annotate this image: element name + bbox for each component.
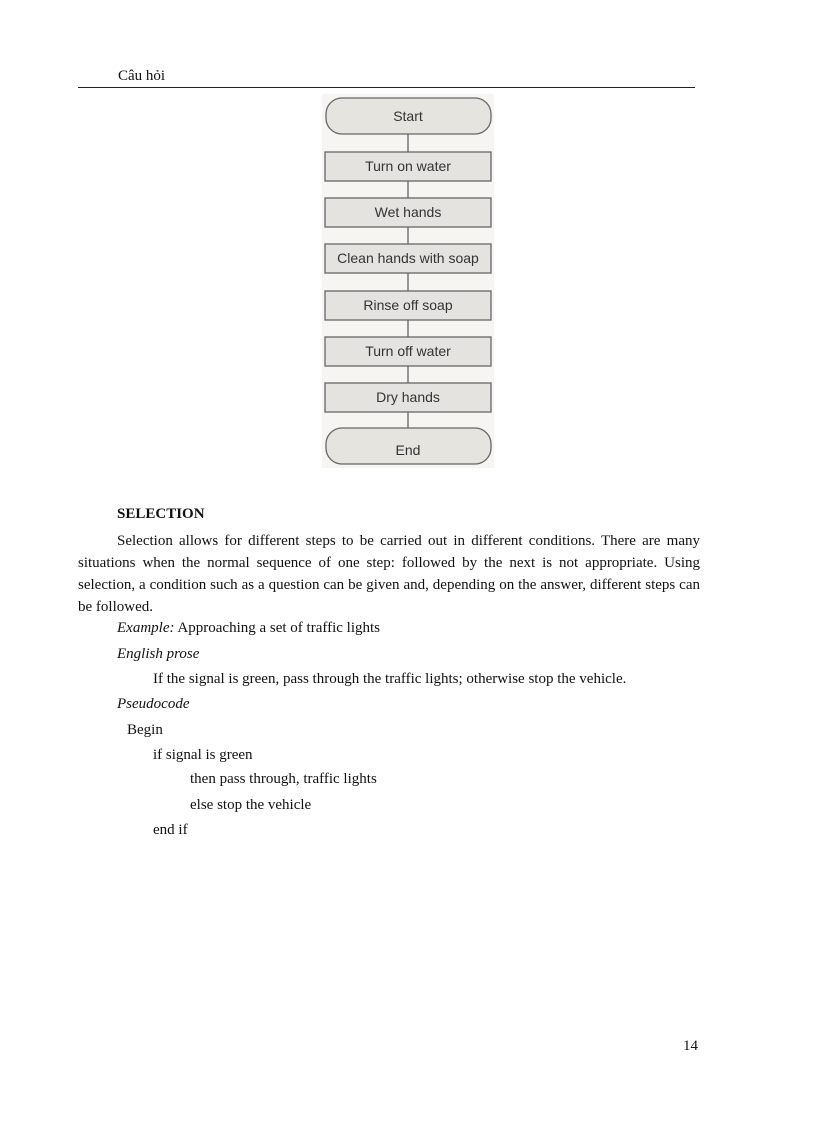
flow-step-label: Turn on water: [365, 158, 451, 174]
flow-step-label: Dry hands: [376, 389, 440, 405]
handwashing-flowchart: [322, 94, 494, 468]
section-heading: SELECTION: [117, 506, 205, 522]
example-text: Approaching a set of traffic lights: [177, 620, 381, 636]
flow-step: [325, 244, 491, 273]
flow-step-label: Wet hands: [374, 204, 442, 220]
flow-step-label: Turn off water: [365, 343, 451, 359]
example-label: Example:: [117, 620, 175, 636]
flow-step: [325, 291, 491, 320]
flow-step-label: Clean hands with soap: [337, 250, 479, 266]
flow-start-label: Start: [393, 108, 423, 124]
english-prose-label: English prose: [117, 646, 200, 662]
pseudocode-endif: end if: [153, 822, 188, 838]
flow-end: [326, 428, 491, 464]
flow-start: [326, 98, 491, 134]
pseudocode-then: then pass through, traffic lights: [190, 771, 377, 787]
pseudocode-begin: Begin: [127, 722, 163, 738]
flow-end-label: End: [395, 442, 421, 458]
page-number: 14: [683, 1038, 698, 1054]
flow-step-label: Rinse off soap: [363, 297, 453, 313]
pseudocode-if: if signal is green: [153, 747, 253, 763]
flow-step: [325, 383, 491, 412]
pseudocode-label: Pseudocode: [117, 696, 190, 712]
flow-step: [325, 198, 491, 227]
selection-paragraph: Selection allows for different steps to be carried out in different conditions. There are many situations when the normal sequence of one step: followed by the next is not appropriate. Using selection, a condition such as a question can be given and, depending on the answer, different steps can be followed.: [78, 533, 700, 615]
pseudocode-else: else stop the vehicle: [190, 797, 312, 813]
flow-step: [325, 152, 491, 181]
page-header: [78, 66, 695, 88]
header-title: Câu hỏi: [118, 68, 166, 84]
english-prose-text: If the signal is green, pass through the traffic lights; otherwise stop the vehicle.: [153, 671, 627, 687]
example-line: [117, 620, 380, 637]
flow-step: [325, 337, 491, 366]
